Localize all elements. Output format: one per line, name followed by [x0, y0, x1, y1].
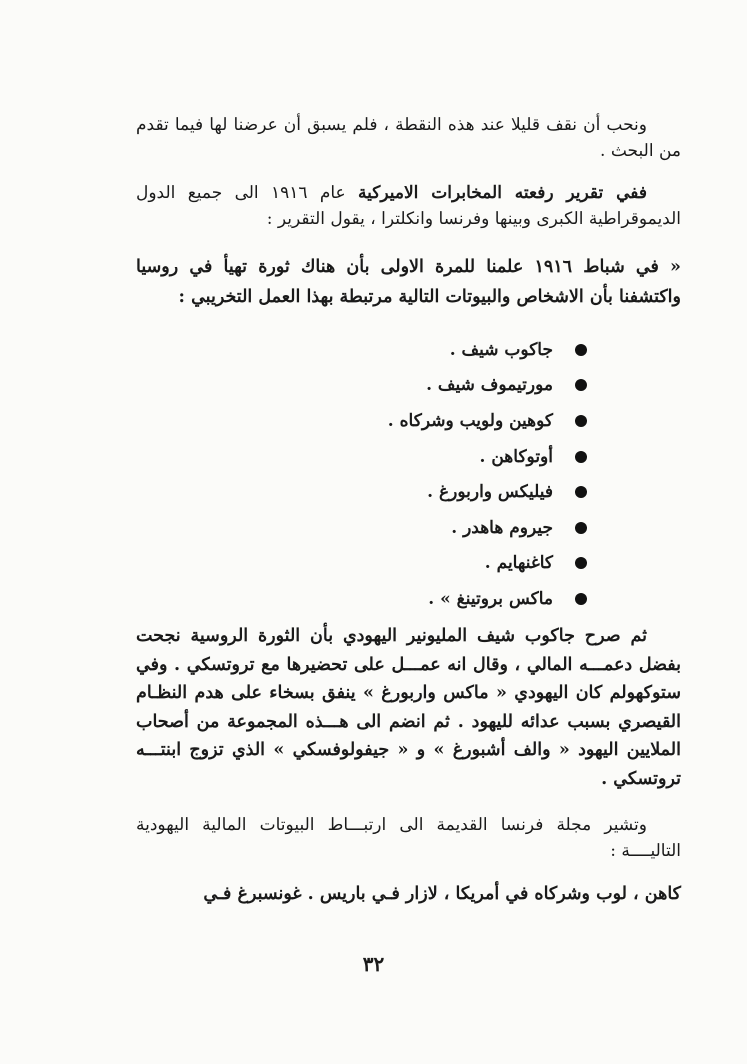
bullet-icon: [575, 522, 587, 534]
list-item-label: كاغنهايم .: [484, 553, 553, 574]
paragraph-houses: [136, 880, 681, 908]
list-item-label: مورتيموف شيف .: [426, 375, 553, 396]
paragraph-quote-text: « في شباط ١٩١٦ علمنا للمرة الاولى بأن هناك ثورة تهيأ في روسيا واكتشفنا بأن الاشخاص والبيوتات التالية مرتبطة بهذا العمل التخريبي :: [136, 257, 681, 307]
paragraph-report-lead: ففي تقرير رفعته المخابرات الاميركية: [358, 183, 647, 203]
bullet-icon: [575, 344, 587, 356]
bullet-icon: [575, 415, 587, 427]
list-item: [388, 546, 587, 582]
paragraph-france-text: وتشير مجلة فرنسا القديمة الى ارتبـــاط البيوتات المالية اليهودية التاليــــة :: [136, 815, 681, 861]
paragraph-france: [136, 812, 681, 864]
bullet-icon: [575, 486, 587, 498]
list-item: [388, 368, 587, 404]
list-item-label: فيليكس واربورغ .: [427, 482, 553, 503]
paragraph-quote: [136, 252, 681, 312]
paragraph-report: [136, 180, 681, 232]
list-item: [388, 581, 587, 617]
bullet-icon: [575, 451, 587, 463]
list-item-label: كوهين ولويب وشركاه .: [387, 410, 553, 431]
bullet-icon: [575, 593, 587, 605]
paragraph-houses-text: كاهن ، لوب وشركاه في أمريكا ، لازار فـي باريس . غونسبرغ فـي: [203, 884, 681, 904]
paragraph-intro-text: ونحب أن نقف قليلا عند هذه النقطة ، فلم يسبق أن عرضنا لها فيما تقدم من البحث .: [136, 115, 681, 161]
bullet-icon: [575, 557, 587, 569]
list-item: [388, 403, 587, 439]
bullet-icon: [575, 379, 587, 391]
paragraph-schiff: [136, 622, 681, 793]
paragraph-schiff-text: ثم صرح جاكوب شيف المليونير اليهودي بأن الثورة الروسية نجحت بفضل دعمـــه المالي ، وقال انه عمـــل على تحضيرها مع تروتسكي . وفي ستوكهولم كان اليهودي « ماكس واربورغ » ينفق بسخاء على هدم النظـام القيصري بسبب عدائه لليهود . ثم انضم الى هـــذه المجموعة من أصحاب الملايين اليهود « والف أشبورغ » و « جيفولوفسكي » الذي تزوج ابنتـــه تروتسكي .: [136, 626, 681, 789]
list-item: [388, 474, 587, 510]
list-item-label: جاكوب شيف .: [449, 339, 553, 360]
list-item: [388, 439, 587, 475]
list-item-label: جيروم هاهدر .: [451, 517, 553, 538]
paragraph-intro: [136, 112, 681, 164]
list-item: [388, 332, 587, 368]
page-number: ٣٢: [362, 952, 385, 976]
list-item: [388, 510, 587, 546]
paragraph-report-text: عام ١٩١٦ الى جميع الدول الديموقراطية الكبرى وبينها وفرنسا وانكلترا ، يقول التقرير :: [136, 183, 681, 229]
names-list: [388, 332, 587, 617]
list-item-label: ماكس بروتينغ » .: [428, 588, 553, 609]
list-item-label: أوتوكاهن .: [479, 446, 553, 467]
